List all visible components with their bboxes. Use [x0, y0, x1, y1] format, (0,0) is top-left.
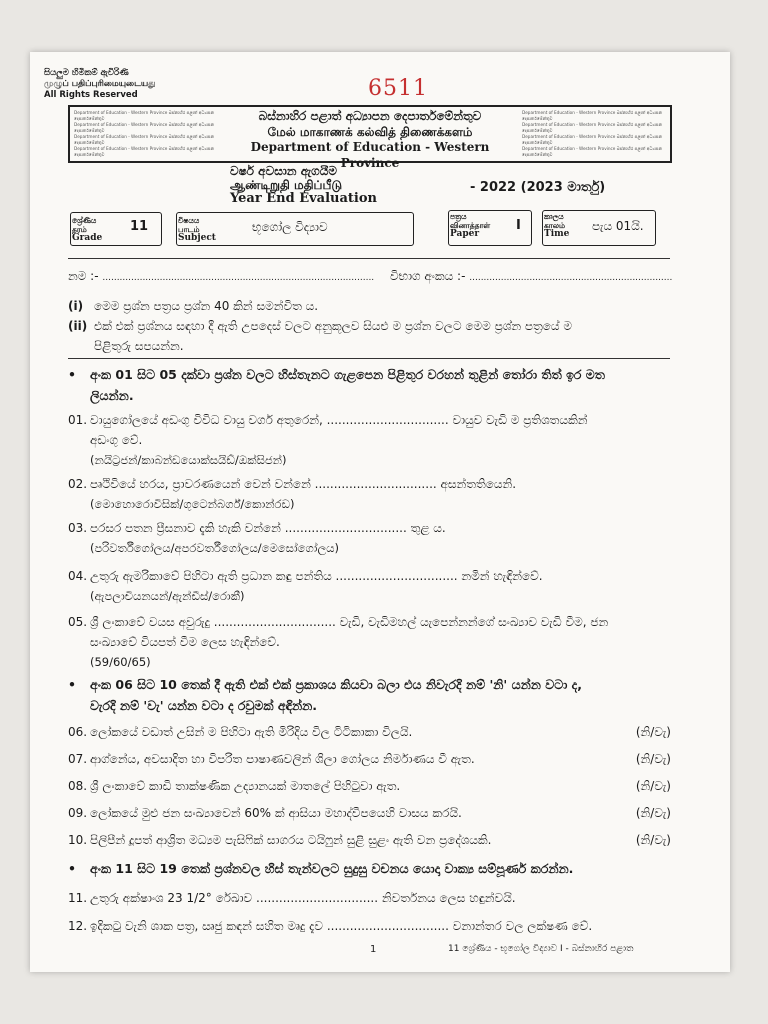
question-11: 11. උතුරු අක්ෂාංශ 23 1/2° රේඛාව ................................ නිවර්තනය ලෙස හඳුන්වයි. [68, 891, 516, 905]
question-08: 08. ශ්‍රී ලංකාවේ කාඩි තාක්ෂණික උද්‍යානයක් මාතලේ පිහිටුවා ඇත. (නි/වැ) [68, 776, 683, 796]
copyright-notice: සියලුම හිමිකම් ඇවිරිණි முழுப் பதிப்புரிமையுடையது All Rights Reserved [44, 68, 156, 100]
paper-label: පත්‍රය வினாத்தாள் Paper [450, 212, 491, 239]
true-false-mark[interactable]: (නි/වැ) [635, 725, 671, 739]
instruction-item: (i) මෙම ප්‍රශ්න පත්‍රය ප්‍රශ්න 40 කින් සමන්විත ය. [68, 299, 319, 313]
question-02: 02. පෘථිවියේ හරය, ප්‍රාවරණයෙන් වෙන් වන්නේ ................................ අසන්තතියෙනි. (මොහොරොවිසික්/ගුටෙන්බර්ග්/කොන්රඩ) [68, 477, 517, 511]
department-header-box [68, 105, 672, 170]
name-field[interactable]: නම :- ............................................................................................... [68, 269, 375, 283]
exam-page [30, 52, 730, 972]
grade-label: ශ්‍රේණිය தரம் Grade [72, 216, 103, 243]
question-04: 04. උතුරු ඇමරිකාවේ පිහිටා ඇති ප්‍රධාන කඳු පන්තිය ................................ නමින් හැඳින්වේ. (ඇපලාචියනයන්/ඇන්ඩීස්/රොකී) [68, 569, 543, 603]
instruction-item: පිළිතුරු සපයන්න. [94, 339, 184, 353]
question-05: 05. ශ්‍රී ලංකාවේ වයස අවුරුදු ................................ වැඩි, වැඩිමහල් යැපෙන්නන්ගේ සංඛ්‍යාව වැඩි වීම, ජන සංඛ්‍යාවේ වියපත් වීම ලෙස හැඳින්වේ. (59/60/65) [68, 615, 609, 669]
serial-number: 6511 [368, 76, 428, 101]
instruction-item: (ii) එක් එක් ප්‍රශ්නය සඳහා දී ඇති උපදෙස් වලට අනුකූලව සියළු ම ප්‍රශ්න වලට මෙම ප්‍රශ්න පත්‍රයේ ම [68, 319, 572, 333]
index-number-field[interactable]: විභාග අංකය :- ....................................................................... [390, 269, 673, 283]
watermark-right: Department of Education - Western Province බස්නාහිර පළාත් අධ්‍යාපන දෙපාර්තමේන්තුව Department of Education - Western Province බස්නාහිර පළාත් අධ්‍යාපන දෙපාර්තමේන්තුව Department of Education - Western Province බස්නාහිර පළාත් අධ්‍යාපන දෙපාර්තමේන්තුව Department of Education - Western Province බස්නාහිර පළාත් අධ්‍යාපන දෙපාර්තමේන්තුව [522, 110, 663, 157]
footer-text: 11 ශ්‍රේණිය - භූගෝල විද්‍යාව I - බස්නාහිර පළාත [448, 944, 634, 954]
section-2-instruction: • අංක 06 සිට 10 තෙක් දී ඇති එක් එක් ප්‍රකාශය කියවා බලා එය නිවැරදි නම් 'නි' යන්න වටා ද, වැරදි නම් 'වැ' යන්න වටා ද රවුමක් අඳින්න. [68, 677, 582, 713]
exam-year: - 2022 (2023 මාර්තු) [470, 180, 606, 195]
section-3-instruction: • අංක 11 සිට 19 තෙක් ප්‍රශ්නවල හිස් තැන්වලට සුදුසු වචනය යොදා වාක්‍ය සම්පූර්ණ කරන්න. [68, 861, 574, 876]
section-1-instruction: • අංක 01 සිට 05 දක්වා ප්‍රශ්න වලට හිස්තැනට ගැළපෙන පිළිතුර වරහන් තුළින් තෝරා තිත් ඉර මත ලියන්න. [68, 367, 605, 403]
question-07: 07. ආග්නේය, අවසාදිත හා විපරිත පාෂාණවලින් ශිලා ගෝලය නිර්මාණය වී ඇත. (නි/වැ) [68, 749, 683, 769]
question-06: 06. ලෝකයේ වඩාත් උසින් ම පිහිටා ඇති මිරිදිය විල ටිටිකාකා විලයි. (නි/වැ) [68, 722, 683, 742]
true-false-mark[interactable]: (නි/වැ) [635, 833, 671, 847]
page-number: 1 [370, 944, 377, 955]
department-title: බස්නාහිර පළාත් අධ්‍යාපන දෙපාර්තමේන්තුව மேல் மாகாணக் கல்வித் திணைக்களம் Department of Education - Western Province [250, 109, 490, 170]
question-10: 10. පිලිපීන් දූපත් ආශ්‍රිත මධ්‍යම පැසිෆික් සාගරය ටයිෆුන් සුළි සුළං ඇති වන ප්‍රදේශයකි. (නි/වැ) [68, 830, 683, 850]
true-false-mark[interactable]: (නි/වැ) [635, 752, 671, 766]
paper-value: I [516, 218, 521, 233]
subject-label: විෂයය பாடம் Subject [178, 216, 216, 243]
evaluation-title: වර්ෂ අවසාන ඇගයීම ஆண்டிறுதி மதிப்பீடு Year End Evaluation [230, 164, 377, 206]
true-false-mark[interactable]: (නි/වැ) [635, 779, 671, 793]
instructions [68, 296, 678, 356]
question-01: 01. වායුගෝලයේ අඩංගු විවිධ වායු වර්ග අතුරෙන්, ................................ වායුව වැඩි ම ප්‍රතිශතයකින් අඩංගු වේ. (නයිට්‍රජන්/කාබන්ඩයොක්සයිඩ්/ඔක්සිජන්) [68, 413, 588, 467]
question-03: 03. පරසර පතන ප්‍රීසනාව දැකි හැකි වන්නේ ................................ තුළ ය. (පරිවර්තීගෝලය/අපරවර්තීගෝලය/මෙසෝගෝලය) [68, 521, 446, 555]
true-false-mark[interactable]: (නි/වැ) [635, 806, 671, 820]
subject-value: භූගෝල විද්‍යාව [252, 220, 328, 234]
question-09: 09. ලෝකයේ මුළු ජන සංඛ්‍යාවෙන් 60% ක් ආසියා මහාද්වීපයෙහි වාසය කරයි. (නි/වැ) [68, 803, 683, 823]
time-value: පැය 01යි. [592, 219, 644, 233]
instructions-divider [68, 358, 670, 359]
grade-value: 11 [130, 219, 149, 234]
watermark-left: Department of Education - Western Province බස්නාහිර පළාත් අධ්‍යාපන දෙපාර්තමේන්තුව Department of Education - Western Province බස්නාහිර පළාත් අධ්‍යාපන දෙපාර්තමේන්තුව Department of Education - Western Province බස්නාහිර පළාත් අධ්‍යාපන දෙපාර්තමේන්තුව Department of Education - Western Province බස්නාහිර පළාත් අධ්‍යාපන දෙපාර්තමේන්තුව [74, 110, 215, 157]
grade-box [70, 212, 162, 246]
question-12: 12. ඉදිකටු වැනි ශාක පත්‍ර, ඍජු කඳන් සහිත මෘදු දැව ................................ වනාන්තර වල ලක්ෂණ වේ. [68, 919, 593, 933]
time-label: කාලය காலம் Time [544, 212, 570, 239]
header-divider [68, 258, 670, 259]
